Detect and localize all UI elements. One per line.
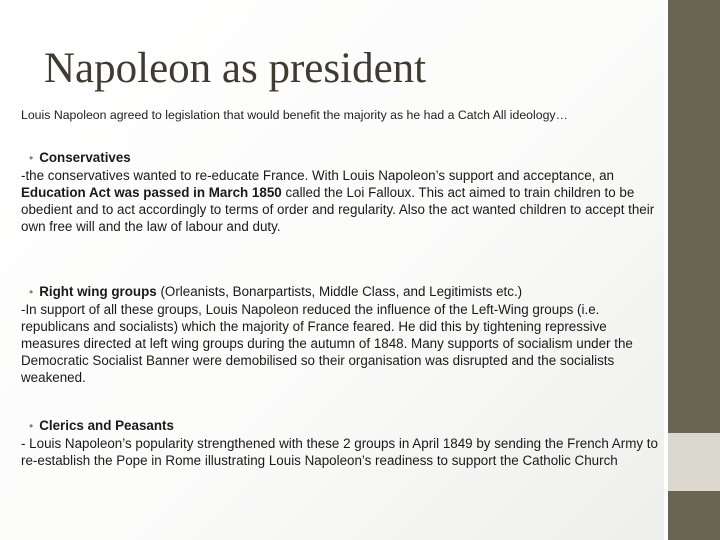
slide-subtitle: Louis Napoleon agreed to legislation that would benefit the majority as he had a Catch All ideology…	[21, 108, 568, 122]
slide-title: Napoleon as president	[44, 45, 427, 92]
heading-rest-text: (Orleanists, Bonarpartists, Middle Class, and Legitimists etc.)	[156, 284, 523, 299]
bullet-icon: •	[29, 419, 34, 433]
section-right-wing	[21, 283, 661, 386]
section-conservatives	[21, 149, 661, 235]
bullet-heading	[21, 283, 661, 301]
bullet-heading	[21, 417, 661, 435]
section-body: -In support of all these groups, Louis Napoleon reduced the influence of the Left-Wing groups (i.e. republicans and socialists) which the majority of France feared. He did this by tightening repressive measures directed at left wing groups during the autumn of 1848. Many supports of socialism under the Democratic Socialist Banner were demobilised so their organisation was disrupted and the socialists weakened.	[21, 302, 633, 385]
bullet-icon: •	[29, 285, 34, 299]
bullet-heading	[21, 149, 661, 167]
body-text-1: -the conservatives wanted to re-educate France. With Louis Napoleon’s support and acceptance, an	[21, 168, 615, 183]
section-clerics	[21, 417, 661, 469]
side-bar-accent	[668, 433, 720, 491]
heading-text: Right wing groups	[39, 284, 157, 299]
body-bold-text: Education Act was passed in March 1850	[21, 185, 282, 200]
heading-text: Conservatives	[39, 150, 131, 165]
heading-text: Clerics and Peasants	[39, 418, 174, 433]
body-text-2: called the Loi Falloux. This act aimed to train children to be obedient and to act accordingly to terms of order and regularity. Also the act wanted children to accept their own free will and the law of labour and duty.	[21, 185, 655, 234]
bullet-icon: •	[29, 151, 34, 165]
section-body	[21, 167, 661, 235]
section-body: - Louis Napoleon’s popularity strengthened with these 2 groups in April 1849 by sending the French Army to re-establish the Pope in Rome illustrating Louis Napoleon’s readiness to support the Catholic Church	[21, 436, 658, 468]
